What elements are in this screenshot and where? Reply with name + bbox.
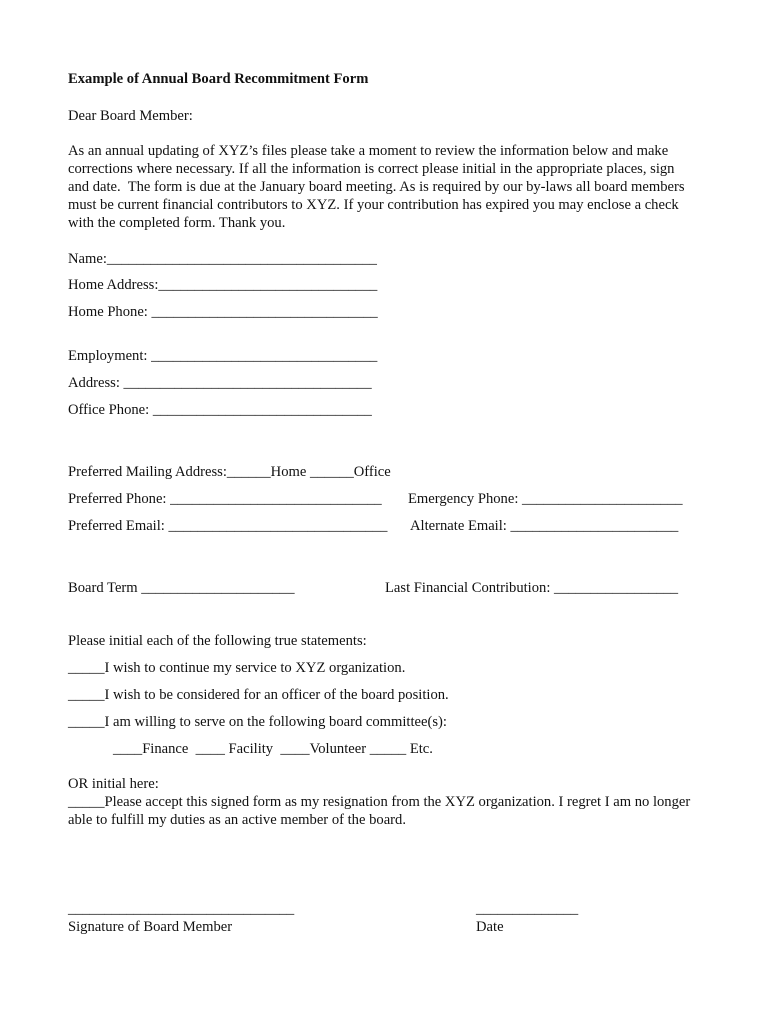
salutation: Dear Board Member:	[68, 108, 193, 124]
preferred-mailing-field[interactable]: Preferred Mailing Address:______Home ______Office	[68, 464, 391, 480]
resignation-line: able to fulfill my duties as an active member of the board.	[68, 812, 406, 828]
statements-heading: Please initial each of the following true statements:	[68, 633, 367, 649]
date-label: Date	[476, 919, 504, 935]
preferred-phone-field[interactable]: Preferred Phone: _____________________________	[68, 491, 382, 507]
last-contribution-field[interactable]: Last Financial Contribution: _________________	[385, 580, 679, 596]
address-field[interactable]: Address: __________________________________	[68, 375, 372, 391]
signature-line[interactable]: _______________________________	[68, 901, 295, 917]
intro-line: As an annual updating of XYZ’s files please take a moment to review the information below and make	[68, 143, 669, 159]
office-phone-field[interactable]: Office Phone: ______________________________	[68, 402, 372, 418]
name-field[interactable]: Name:_____________________________________	[68, 251, 377, 267]
intro-line: and date. The form is due at the January board meeting. As is required by our by-laws all board members	[68, 179, 685, 195]
home-phone-field[interactable]: Home Phone: _______________________________	[68, 304, 378, 320]
date-line[interactable]: ______________	[476, 901, 579, 917]
statement-continue[interactable]: _____I wish to continue my service to XYZ organization.	[68, 660, 406, 676]
employment-field[interactable]: Employment: _______________________________	[68, 348, 378, 364]
intro-line: corrections where necessary. If all the information is correct please initial in the appropriate places, sign	[68, 161, 675, 177]
statement-officer[interactable]: _____I wish to be considered for an officer of the board position.	[68, 687, 449, 703]
alternate-email-field[interactable]: Alternate Email: _______________________	[410, 518, 679, 534]
statement-committee[interactable]: _____I am willing to serve on the following board committee(s):	[68, 714, 447, 730]
signature-label: Signature of Board Member	[68, 919, 233, 935]
resignation-line[interactable]: _____Please accept this signed form as my resignation from the XYZ organization. I regret I am no longer	[68, 794, 691, 810]
page-title: Example of Annual Board Recommitment Form	[68, 71, 369, 87]
board-term-field[interactable]: Board Term _____________________	[68, 580, 295, 596]
resignation-heading: OR initial here:	[68, 776, 159, 792]
committee-options[interactable]: ____Finance ____ Facility ____Volunteer _____ Etc.	[113, 741, 433, 757]
intro-line: must be current financial contributors to XYZ. If your contribution has expired you may enclose a check	[68, 197, 679, 213]
emergency-phone-field[interactable]: Emergency Phone: ______________________	[408, 491, 683, 507]
preferred-email-field[interactable]: Preferred Email: ______________________________	[68, 518, 388, 534]
home-address-field[interactable]: Home Address:______________________________	[68, 277, 378, 293]
intro-line: with the completed form. Thank you.	[68, 215, 286, 231]
